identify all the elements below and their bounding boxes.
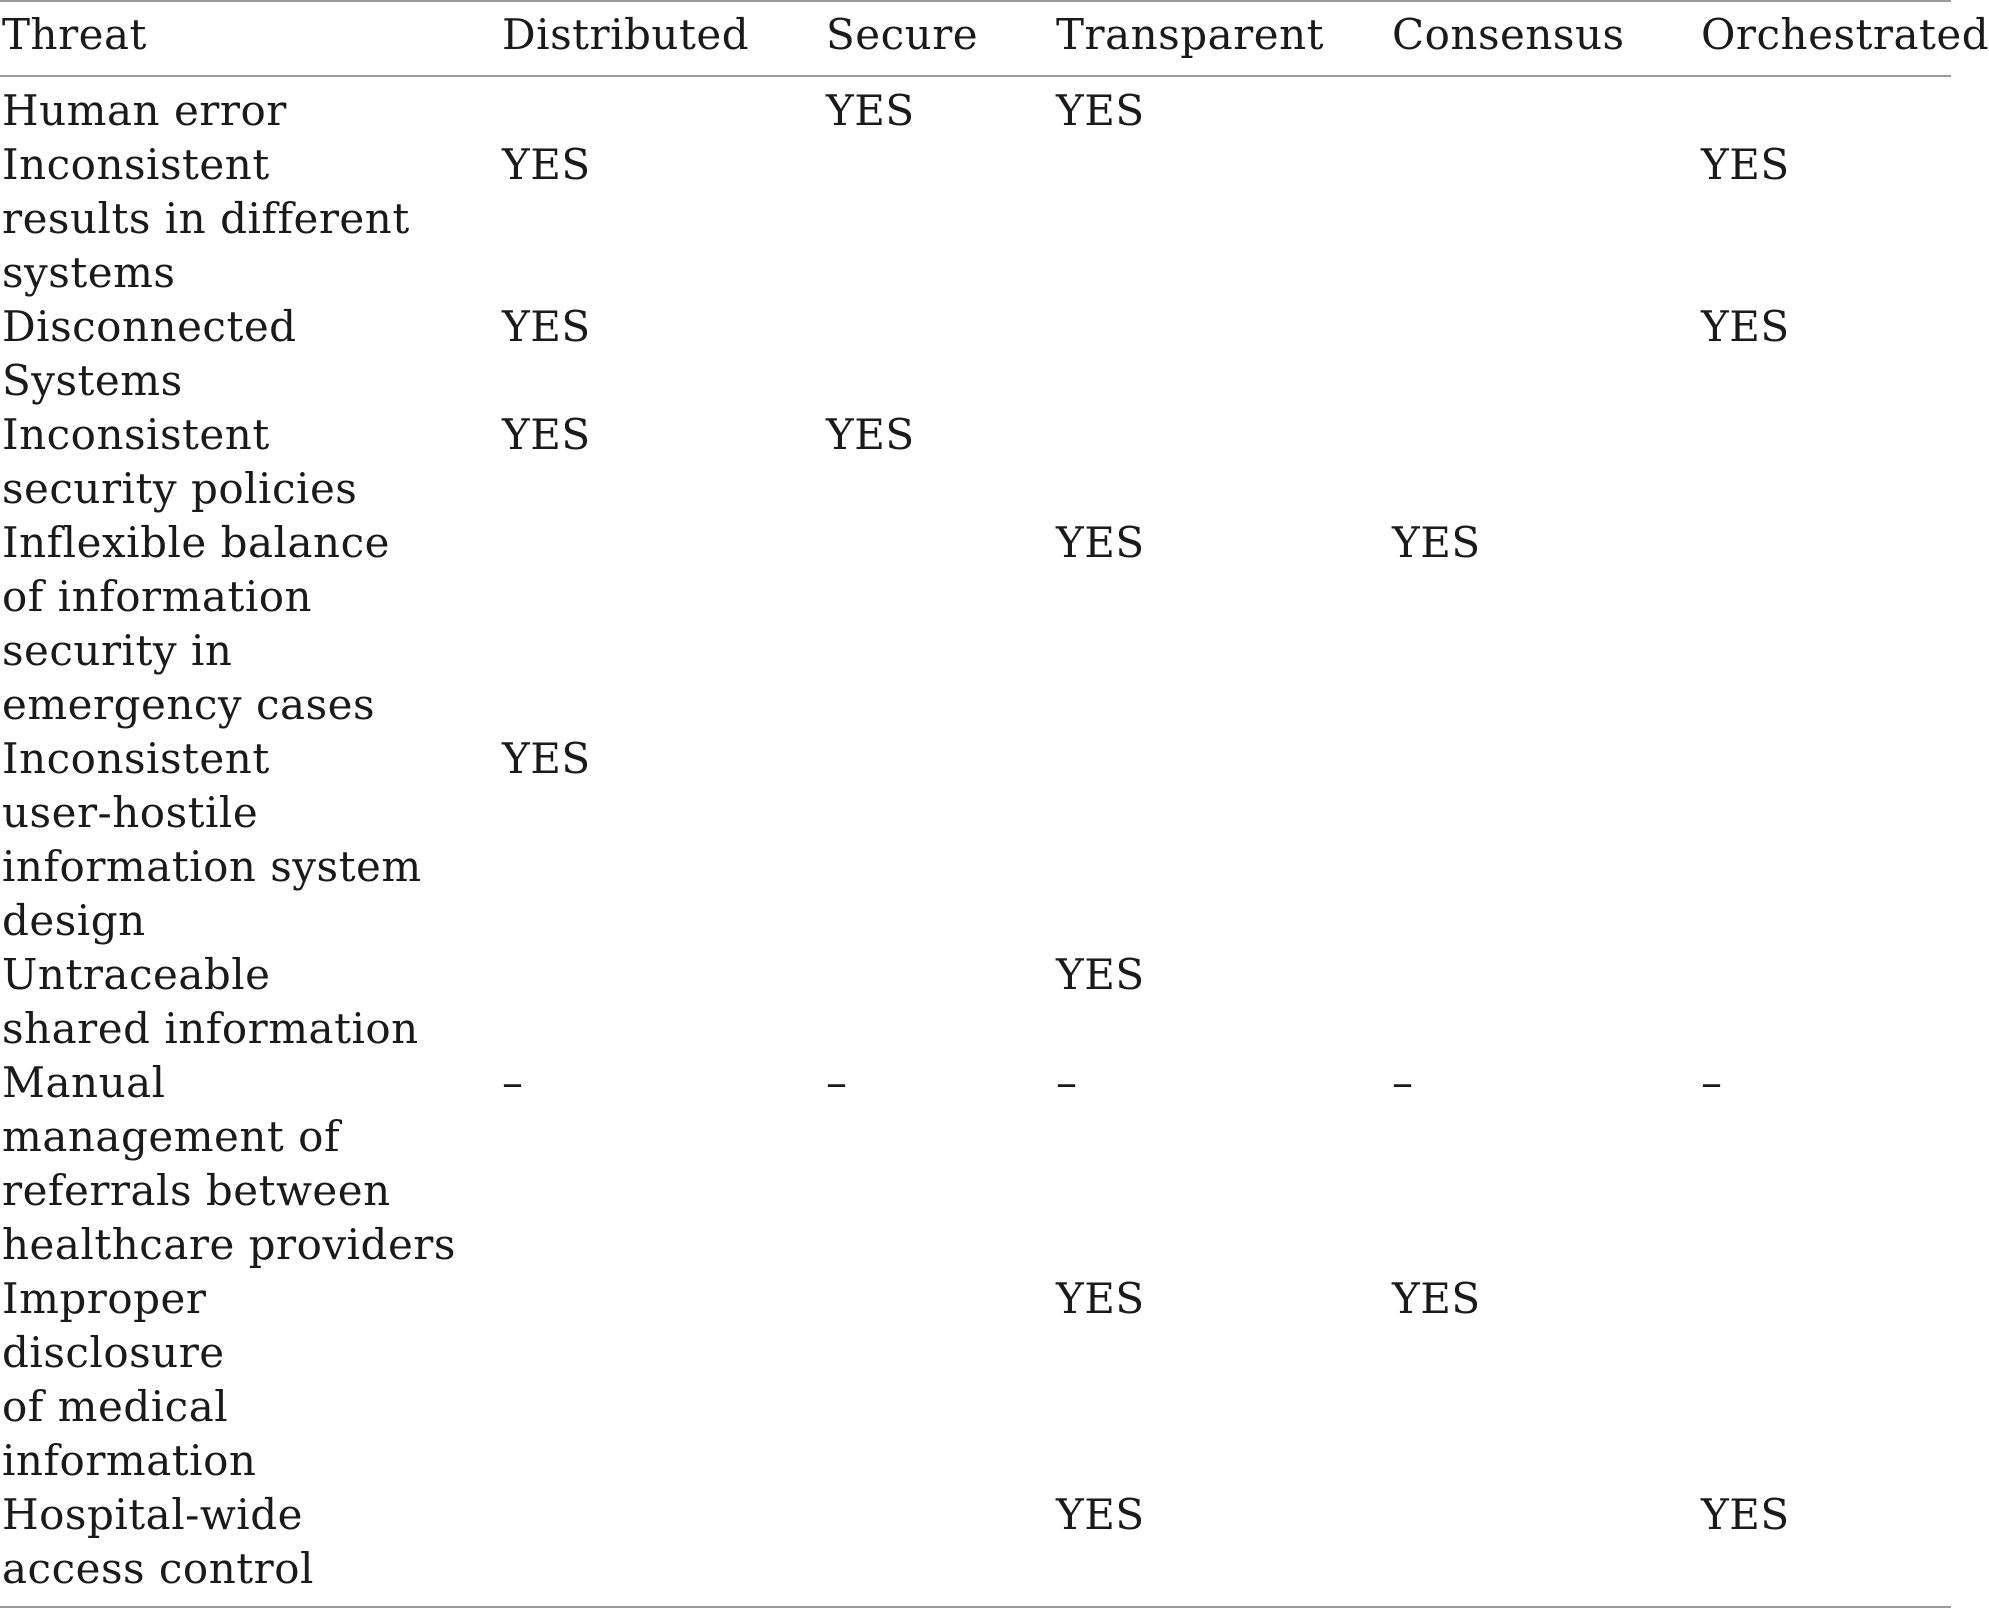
header-threat: Threat	[2, 10, 147, 59]
threat-cell: Inflexible balance of information security in emergency cases	[2, 518, 390, 729]
threat-cell: Inconsistent security policies	[2, 410, 358, 513]
header-orchestrated: Orchestrated	[1701, 10, 1989, 59]
orchestrated-cell: YES	[1701, 140, 1790, 189]
threat-cell: Untraceable shared information	[2, 950, 419, 1053]
distributed-cell: YES	[502, 410, 591, 459]
consensus-cell: –	[1392, 1058, 1414, 1107]
threat-cell: Hospital-wide access control	[2, 1490, 314, 1593]
top-rule	[0, 0, 1951, 2]
transparent-cell: –	[1056, 1058, 1078, 1107]
transparent-cell: YES	[1056, 950, 1145, 999]
bottom-rule	[0, 1606, 1951, 1608]
transparent-cell: YES	[1056, 1274, 1145, 1323]
consensus-cell: YES	[1392, 518, 1481, 567]
threat-cell: Inconsistent results in different systems	[2, 140, 410, 297]
distributed-cell: YES	[502, 734, 591, 783]
header-secure: Secure	[826, 10, 979, 59]
transparent-cell: YES	[1056, 86, 1145, 135]
header-consensus: Consensus	[1392, 10, 1625, 59]
threat-cell: Improper disclosure of medical information	[2, 1274, 257, 1485]
threat-cell: Disconnected Systems	[2, 302, 297, 405]
secure-cell: –	[826, 1058, 848, 1107]
consensus-cell: YES	[1392, 1274, 1481, 1323]
secure-cell: YES	[826, 410, 915, 459]
header-rule	[0, 75, 1951, 77]
threat-cell: Human error	[2, 86, 287, 135]
orchestrated-cell: –	[1701, 1058, 1723, 1107]
secure-cell: YES	[826, 86, 915, 135]
distributed-cell: YES	[502, 302, 591, 351]
threat-cell: Inconsistent user-hostile information system design	[2, 734, 422, 945]
transparent-cell: YES	[1056, 518, 1145, 567]
distributed-cell: –	[502, 1058, 524, 1107]
transparent-cell: YES	[1056, 1490, 1145, 1539]
distributed-cell: YES	[502, 140, 591, 189]
header-distributed: Distributed	[502, 10, 750, 59]
orchestrated-cell: YES	[1701, 302, 1790, 351]
threat-cell: Manual management of referrals between healthcare providers	[2, 1058, 456, 1269]
header-transparent: Transparent	[1056, 10, 1325, 59]
orchestrated-cell: YES	[1701, 1490, 1790, 1539]
